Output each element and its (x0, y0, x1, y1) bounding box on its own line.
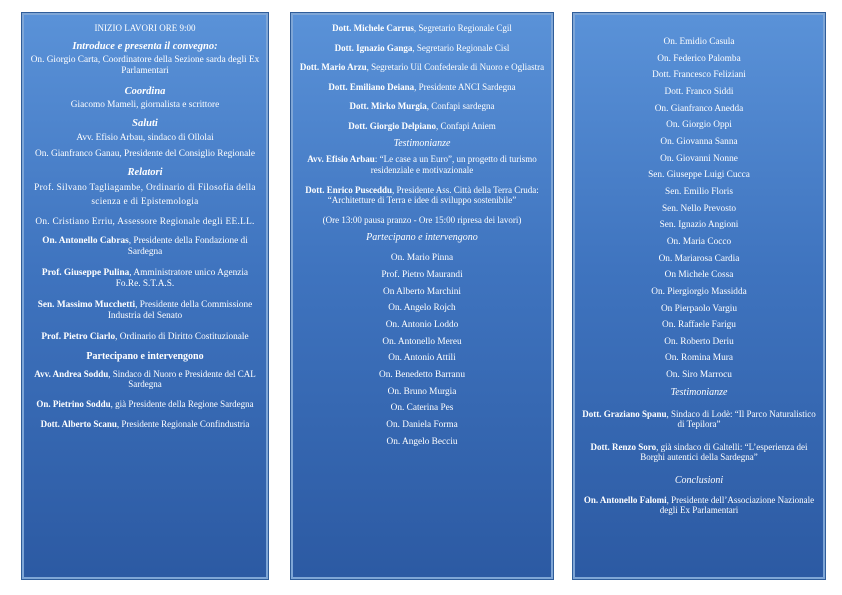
list-item: On. Maria Cocco (666, 236, 732, 247)
list-item: On. Angelo Becciu (386, 436, 458, 447)
list-item: On. Emidio Casula (663, 37, 735, 47)
panel-left (22, 13, 268, 579)
list-item: On. Romina Mura (665, 353, 733, 364)
organizzazione-item (299, 101, 545, 112)
partecipante-item (30, 399, 260, 410)
list-item: On. Benedetto Barranu (379, 369, 465, 380)
speaker-name: Prof. Giuseppe Pulina (41, 268, 130, 279)
relatori-item (30, 332, 260, 343)
speaker-name: Dott. Michele Carrus (332, 23, 414, 33)
speaker-name: Avv. Efisio Arbau (307, 154, 375, 165)
partecipante-item (30, 419, 260, 430)
speaker-name: Dott. Graziano Spanu (582, 408, 667, 419)
list-item: Dott. Francesco Feliziani (652, 70, 746, 81)
testimonianza-item (581, 409, 817, 430)
saluti-item: Avv. Efisio Arbau, sindaco di Ollolai (76, 132, 214, 143)
testimonianze-heading: Testimonianze (670, 386, 728, 398)
speaker-role: , Presidente Regionale Confindustria (116, 418, 250, 429)
testimonianza-text: , Presidente Ass. Città della Terra Cruda: “Architetture di Terra e idee di sviluppo sostenibile” (327, 184, 539, 206)
organizzazione-item (299, 121, 545, 132)
testimonianza-item (581, 442, 817, 463)
relatori-item (30, 236, 260, 258)
relatori-item: On. Cristiano Erriu, Assessore Regionale degli EE.LL. (35, 216, 255, 227)
speaker-name: Dott. Enrico Pusceddu (305, 184, 393, 195)
partecipanti-list (299, 253, 545, 447)
relatori-item (30, 268, 260, 290)
pausa-pranzo: (Ore 13:00 pausa pranzo - Ore 15:00 ripresa dei lavori) (322, 214, 522, 225)
speaker-role: , Presidente della Fondazione di Sardegna (127, 236, 248, 258)
speaker-role: , Presidente della Commissione Industria del Senato (107, 300, 253, 322)
testimonianza-text: , già sindaco di Galtelli: “L’esperienza dei Borghi autentici della Sardegna” (640, 441, 808, 463)
speaker-name: Dott. Giorgio Delpiano (348, 121, 436, 132)
saluti-item: On. Gianfranco Ganau, Presidente del Consiglio Regionale (35, 148, 255, 159)
speaker-role: , Segretario Regionale Cisl (412, 42, 510, 53)
list-item: Dott. Franco Siddi (664, 86, 734, 97)
partecipanti-list (581, 37, 817, 381)
speaker-name: Dott. Emiliano Deiana (328, 81, 415, 92)
list-item: On. Federico Palomba (657, 53, 741, 64)
testimonianza-item (299, 154, 545, 175)
speaker-role: , Segretario Regionale Cgil (413, 23, 512, 33)
partecipano-heading: Partecipano e intervengono (86, 350, 204, 362)
list-item: Sen. Giuseppe Luigi Cucca (648, 170, 750, 181)
conclusioni-heading: Conclusioni (674, 475, 724, 487)
conclusioni-item (581, 495, 817, 516)
start-time: INIZIO LAVORI ORE 9:00 (94, 23, 196, 33)
speaker-role: , Segretario Uil Confederale di Nuoro e Ogliastra (366, 62, 545, 73)
speaker-name: Dott. Alberto Scanu (40, 418, 117, 429)
panel-right (573, 13, 825, 579)
relatori-heading: Relatori (127, 166, 163, 178)
speaker-name: Avv. Andrea Soddu (34, 368, 109, 379)
coordina-heading: Coordina (124, 85, 166, 97)
speaker-role: , Sindaco di Nuoro e Presidente del CAL Sardegna (108, 368, 256, 390)
testimonianza-text: , Sindaco di Lodè: “Il Parco Naturalistico di Tepilora” (666, 408, 816, 430)
speaker-name: On. Antonello Falomi (583, 494, 667, 505)
testimonianza-item (299, 185, 545, 206)
speaker-name: Prof. Pietro Ciarlo (41, 331, 116, 342)
list-item: On. Siro Marrocu (666, 370, 732, 381)
list-item: On. Antonio Attili (388, 353, 456, 364)
list-item: On. Giovanna Sanna (660, 136, 738, 147)
list-item: On. Bruno Murgia (387, 386, 457, 397)
conclusioni-text: , Presidente dell’Associazione Nazionale degli Ex Parlamentari (659, 494, 815, 516)
relatori-item: Prof. Silvano Tagliagambe, Ordinario di Filosofia della scienza e di Epistemologia (34, 182, 256, 208)
organizzazione-item (299, 62, 545, 73)
list-item: Prof. Pietro Maurandi (381, 269, 463, 280)
list-item: On Michele Cossa (664, 270, 734, 281)
list-item: On. Angelo Rojch (388, 303, 456, 314)
panel-middle (291, 13, 553, 579)
speaker-name: On. Antonello Cabras (42, 236, 129, 247)
speaker-name: Dott. Mario Arzu (299, 62, 367, 73)
partecipante-item (30, 369, 260, 390)
intro-text: On. Giorgio Carta, Coordinatore della Sezione sarda degli Ex Parlamentari (30, 54, 260, 76)
list-item: Sen. Emilio Floris (665, 186, 733, 197)
list-item: On. Raffaele Farigu (662, 320, 736, 331)
partecipano-heading: Partecipano e intervengono (366, 231, 478, 243)
list-item: On. Roberto Deriu (664, 336, 734, 347)
organizzazione-item (299, 23, 545, 34)
speaker-role: , Ordinario di Diritto Costituzionale (115, 331, 249, 342)
speaker-role: , Confapi sardegna (426, 101, 495, 112)
list-item: On. Antonello Mereu (382, 336, 462, 347)
speaker-role: , Amministratore unico Agenzia Fo.Re. S.T.A.S. (115, 268, 249, 290)
saluti-heading: Saluti (132, 118, 158, 130)
testimonianza-text: : “Le case a un Euro”, un progetto di turismo residenziale e motivazionale (370, 154, 537, 176)
list-item: On. Antonio Loddo (385, 319, 459, 330)
list-item: On. Gianfranco Anedda (654, 103, 744, 114)
list-item: On. Daniela Forma (386, 419, 458, 430)
speaker-role: , Confapi Aniem (436, 121, 496, 132)
organizzazione-item (299, 43, 545, 54)
list-item: On Pierpaolo Vargiu (660, 303, 738, 314)
speaker-name: Dott. Mirko Murgia (349, 101, 427, 112)
speaker-name: On. Pietrino Soddu (36, 398, 111, 409)
list-item: On. Piergiorgio Massidda (651, 286, 747, 297)
list-item: On. Mariarosa Cardia (658, 253, 740, 264)
speaker-name: Sen. Massimo Mucchetti (37, 300, 136, 311)
speaker-name: Dott. Ignazio Ganga (334, 42, 413, 53)
intro-heading: Introduce e presenta il convegno: (72, 40, 218, 52)
list-item: On. Mario Pinna (390, 253, 454, 264)
list-item: On. Caterina Pes (390, 403, 454, 414)
list-item: Sen. Ignazio Angioni (659, 220, 739, 231)
speaker-role: , già Presidente della Regione Sardegna (110, 398, 254, 409)
list-item: Sen. Nello Prevosto (661, 203, 737, 214)
speaker-name: Dott. Renzo Soro (590, 441, 657, 452)
organizzazione-item (299, 82, 545, 93)
list-item: On Alberto Marchini (383, 286, 461, 297)
list-item: On. Giovanni Nonne (660, 153, 738, 164)
coordina-text: Giacomo Mameli, giornalista e scrittore (70, 100, 220, 111)
testimonianze-heading: Testimonianze (393, 137, 451, 149)
relatori-item (30, 300, 260, 322)
list-item: On. Giorgio Oppi (666, 120, 732, 131)
speaker-role: , Presidente ANCI Sardegna (414, 81, 516, 92)
